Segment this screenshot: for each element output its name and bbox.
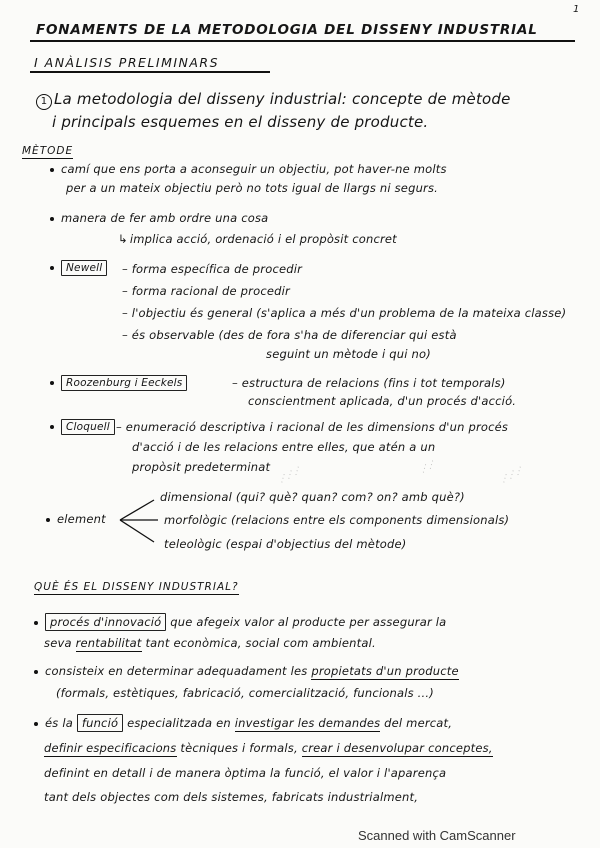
title-underline (30, 40, 575, 42)
metode-bullet-1: camí que ens porta a aconseguir un objectiu, pot haver-ne molts (50, 162, 447, 176)
page-title: FONAMENTS DE LA METODOLOGIA DEL DISSENY INDUSTRIAL (36, 22, 538, 38)
roozenburg-label: Roozenburg i Eeckels (50, 377, 187, 389)
element-morfologic: morfològic (relacions entre els components dimensionals) (164, 513, 510, 527)
disseny-bullet-1: procés d'innovació que afegeix valor al producte per assegurar la (34, 615, 446, 629)
newell-item-5: seguint un mètode i qui no) (266, 347, 431, 361)
scanner-watermark: Scanned with CamScanner (358, 828, 516, 843)
topic-number-circle: 1 (36, 94, 52, 110)
disseny-heading: QUÈ ÉS EL DISSENY INDUSTRIAL? (34, 581, 239, 593)
newell-label: Newell (50, 262, 107, 274)
cloquell-item-3: propòsit predeterminat (132, 460, 271, 474)
bullet-dot (50, 168, 54, 172)
bullet-dot (34, 621, 38, 625)
cloquell-item-2: d'acció i de les relacions entre elles, que atén a un (132, 440, 436, 454)
bullet-dot (50, 425, 54, 429)
cloquell-label: Cloquell (50, 421, 115, 433)
roozenburg-item-2: conscientment aplicada, d'un procés d'acció. (248, 394, 517, 408)
bullet-dot (46, 518, 50, 522)
disseny-bullet-2-cont: (formals, estètiques, fabricació, comercialització, funcionals ...) (56, 686, 434, 700)
bullet-dot (34, 670, 38, 674)
cloquell-item-1: – enumeració descriptiva i racional de les dimensions d'un procés (116, 420, 509, 434)
section-underline (30, 71, 270, 73)
section-heading: I ANÀLISIS PRELIMINARS (34, 55, 220, 70)
bleed-through-mark: ⋰⋰⋰ (499, 464, 525, 485)
bullet-dot (34, 722, 38, 726)
disseny-bullet-3-line-2: definir especificacions tècniques i formals, crear i desenvolupar conceptes, (44, 741, 493, 755)
topic-line-1 (36, 90, 511, 110)
page-number: 1 (573, 4, 580, 15)
bleed-through-mark: ⋰⋰⋰ (277, 464, 303, 485)
newell-item-2: – forma racional de procedir (122, 284, 290, 298)
right-arrow-icon: ↳ (118, 232, 128, 246)
disseny-bullet-2: consisteix en determinar adequadament les propietats d'un producte (34, 664, 459, 678)
disseny-bullet-3: és la funció especialitzada en investigar les demandes del mercat, (34, 716, 452, 730)
metode-bullet-2: manera de fer amb ordre una cosa (50, 211, 268, 225)
topic-title: La metodologia del disseny industrial: concepte de mètode (54, 90, 511, 108)
metode-bullet-2-cont: ↳ implica acció, ordenació i el propòsit concret (118, 232, 397, 246)
bullet-dot (50, 381, 54, 385)
element-dimensional: dimensional (qui? què? quan? com? on? amb què?) (160, 490, 465, 504)
metode-bullet-1-cont: per a un mateix objectiu però no tots igual de llargs ni segurs. (66, 181, 439, 195)
newell-item-4: – és observable (des de fora s'ha de diferenciar qui està (122, 328, 457, 342)
bleed-through-mark: ⋰⋰ (418, 458, 438, 475)
element-teleologic: teleològic (espai d'objectius del mètode) (164, 537, 407, 551)
bullet-dot (50, 217, 54, 221)
disseny-bullet-3-line-4: tant dels objectes com dels sistemes, fabricats industrialment, (44, 790, 419, 804)
newell-item-1: – forma específica de procedir (122, 262, 303, 276)
branch-lines (118, 494, 162, 550)
roozenburg-item-1: – estructura de relacions (fins i tot temporals) (232, 376, 506, 390)
newell-item-3: – l'objectiu és general (s'aplica a més d'un problema de la mateixa classe) (122, 306, 567, 320)
metode-heading: MÈTODE (22, 145, 74, 157)
topic-line-2: i principals esquemes en el disseny de producte. (52, 113, 429, 131)
disseny-bullet-3-line-3: definint en detall i de manera òptima la funció, el valor i l'aparença (44, 766, 447, 780)
bullet-dot (50, 266, 54, 270)
disseny-bullet-1-cont: seva rentabilitat tant econòmica, social com ambiental. (44, 636, 376, 650)
element-label: element (46, 512, 106, 526)
